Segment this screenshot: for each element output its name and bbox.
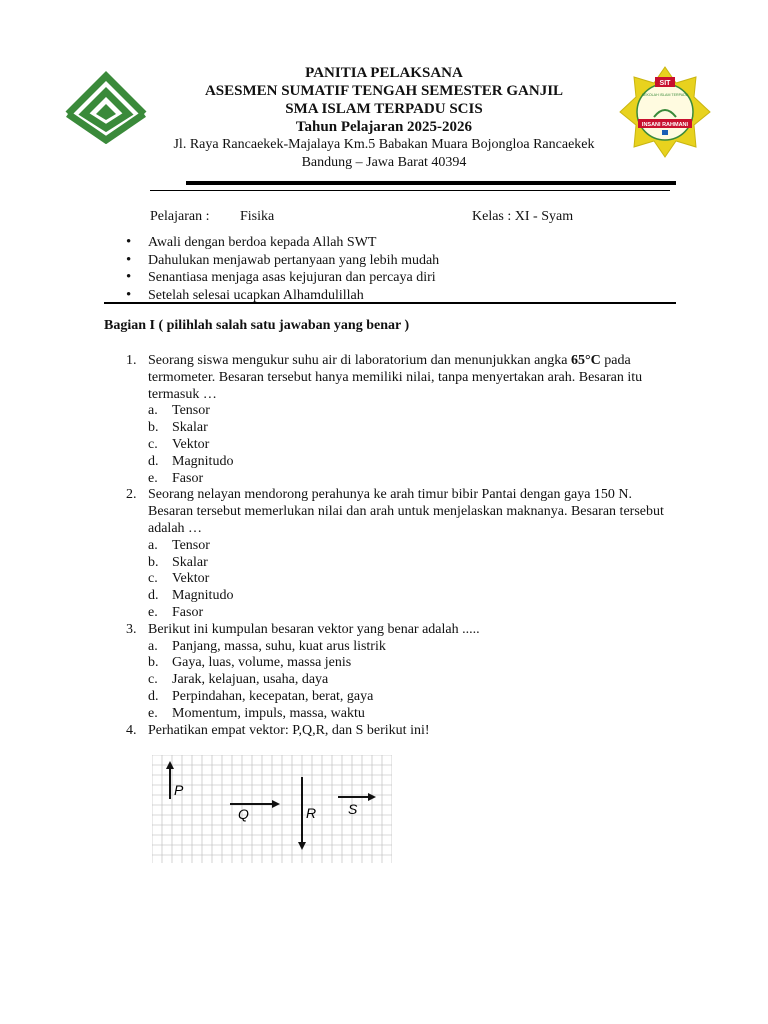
option-text: Gaya, luas, volume, massa jenis — [172, 655, 352, 671]
committee-title: PANITIA PELAKSANA — [305, 65, 463, 81]
option-letter: c. — [148, 436, 158, 452]
option-text: Jarak, kelajuan, usaha, daya — [172, 672, 329, 688]
vector-label-p: P — [174, 782, 184, 798]
option-letter: a. — [148, 537, 158, 553]
question-number: 1. — [126, 353, 137, 368]
logo-ring-text: SEKOLAH ISLAM TERPADU — [641, 93, 689, 97]
letterhead — [150, 64, 618, 172]
subject-value: Fisika — [240, 209, 275, 224]
option-text: Fasor — [172, 470, 204, 486]
question-stem: Perhatikan empat vektor: P,Q,R, dan S berikut ini! — [148, 722, 430, 738]
instruction-item: • Senantiasa menjaga asas kejujuran dan percaya diri — [126, 269, 439, 287]
option-letter: a. — [148, 638, 158, 654]
option-letter: b. — [148, 655, 159, 671]
question-number: 3. — [126, 621, 137, 637]
option-item — [148, 706, 676, 723]
option-letter: c. — [148, 672, 158, 688]
vector-r — [298, 777, 316, 850]
option-text: Tensor — [172, 403, 210, 419]
address-line-1: Jl. Raya Rancaekek-Majalaya Km.5 Babakan Muara Bojongloa Rancaekek — [173, 137, 595, 152]
question-3 — [126, 622, 676, 723]
question-2 — [126, 487, 676, 621]
exam-title: ASESMEN SUMATIF TENGAH SEMESTER GANJIL — [204, 83, 564, 99]
option-item — [148, 655, 676, 672]
option-item — [148, 420, 676, 437]
address-line-2: Bandung – Jawa Barat 40394 — [301, 155, 467, 170]
option-item — [148, 403, 676, 420]
instruction-item: • Setelah selesai ucapkan Alhamdulillah — [126, 287, 439, 305]
option-item — [148, 605, 676, 622]
option-item — [148, 689, 676, 706]
option-letter: e. — [148, 705, 158, 721]
vector-label-r: R — [306, 805, 317, 821]
question-stem — [148, 353, 676, 403]
option-text: Perpindahan, kecepatan, berat, gaya — [172, 688, 374, 704]
option-text: Skalar — [172, 420, 208, 436]
option-letter: d. — [148, 688, 159, 704]
instruction-item: • Dahulukan menjawab pertanyaan yang lebih mudah — [126, 252, 439, 270]
question-1 — [126, 353, 676, 487]
option-item — [148, 571, 676, 588]
subject-row — [150, 209, 670, 227]
stem-text: pada termometer. Besaran tersebut hanya memiliki nilai, tanpa menyertakan arah. Besaran itu termasuk … — [148, 353, 643, 402]
subject-label: Pelajaran : — [150, 209, 210, 224]
stem-emphasis: 65°C — [571, 353, 601, 368]
vector-q — [230, 800, 280, 822]
option-text: Skalar — [172, 554, 208, 570]
option-item — [148, 538, 676, 555]
logo-badge-text: SIT — [659, 80, 671, 87]
option-letter: d. — [148, 453, 159, 469]
option-text: Vektor — [172, 571, 210, 587]
question-4 — [126, 723, 676, 740]
option-letter: e. — [148, 604, 158, 620]
stem-text: Seorang siswa mengukur suhu air di laboratorium dan menunjukkan angka — [148, 353, 572, 368]
option-letter: b. — [148, 420, 159, 436]
question-stem: Seorang nelayan mendorong perahunya ke arah timur bibir Pantai dengan gaya 150 N. Besaran tersebut memerlukan nilai dan arah untuk menjelaskan maknanya. Besaran tersebut adalah … — [148, 487, 664, 536]
option-letter: a. — [148, 403, 158, 419]
option-item — [148, 672, 676, 689]
vector-label-s: S — [348, 801, 358, 817]
section-title: Bagian I ( pilihlah salah satu jawaban yang benar ) — [104, 318, 410, 333]
logo-banner-text: INSANI RAHMANI — [641, 122, 689, 128]
instruction-divider — [104, 302, 676, 304]
school-logo-right — [618, 65, 712, 159]
option-item — [148, 639, 676, 656]
vector-label-q: Q — [238, 806, 249, 822]
option-text: Fasor — [172, 604, 204, 620]
option-item — [148, 588, 676, 605]
question-stem: Berikut ini kumpulan besaran vektor yang benar adalah ..... — [148, 621, 480, 637]
header-divider-thick — [186, 181, 676, 185]
question-number: 2. — [126, 487, 137, 503]
option-letter: c. — [148, 571, 158, 587]
school-name: SMA ISLAM TERPADU SCIS — [285, 101, 483, 117]
option-text: Momentum, impuls, massa, waktu — [172, 705, 365, 721]
option-text: Magnitudo — [172, 453, 234, 469]
option-list — [148, 538, 676, 622]
option-item — [148, 437, 676, 454]
option-item — [148, 555, 676, 572]
vector-p — [166, 761, 184, 799]
option-item — [148, 454, 676, 471]
instruction-list — [126, 234, 439, 304]
school-logo-left — [62, 70, 150, 144]
option-text: Magnitudo — [172, 588, 234, 604]
option-letter: e. — [148, 470, 158, 486]
academic-year: Tahun Pelajaran 2025-2026 — [295, 119, 473, 135]
option-text: Vektor — [172, 436, 210, 452]
question-list — [126, 353, 676, 739]
option-item — [148, 471, 676, 488]
option-list — [148, 403, 676, 487]
option-list — [148, 639, 676, 723]
class-info: Kelas : XI - Syam — [472, 209, 574, 224]
option-text: Tensor — [172, 537, 210, 553]
vector-grid-figure — [152, 755, 392, 863]
header-divider-thin — [150, 190, 670, 191]
instruction-item: • Awali dengan berdoa kepada Allah SWT — [126, 234, 439, 252]
question-number: 4. — [126, 722, 137, 738]
option-letter: d. — [148, 588, 159, 604]
option-text: Panjang, massa, suhu, kuat arus listrik — [172, 638, 386, 654]
option-letter: b. — [148, 554, 159, 570]
